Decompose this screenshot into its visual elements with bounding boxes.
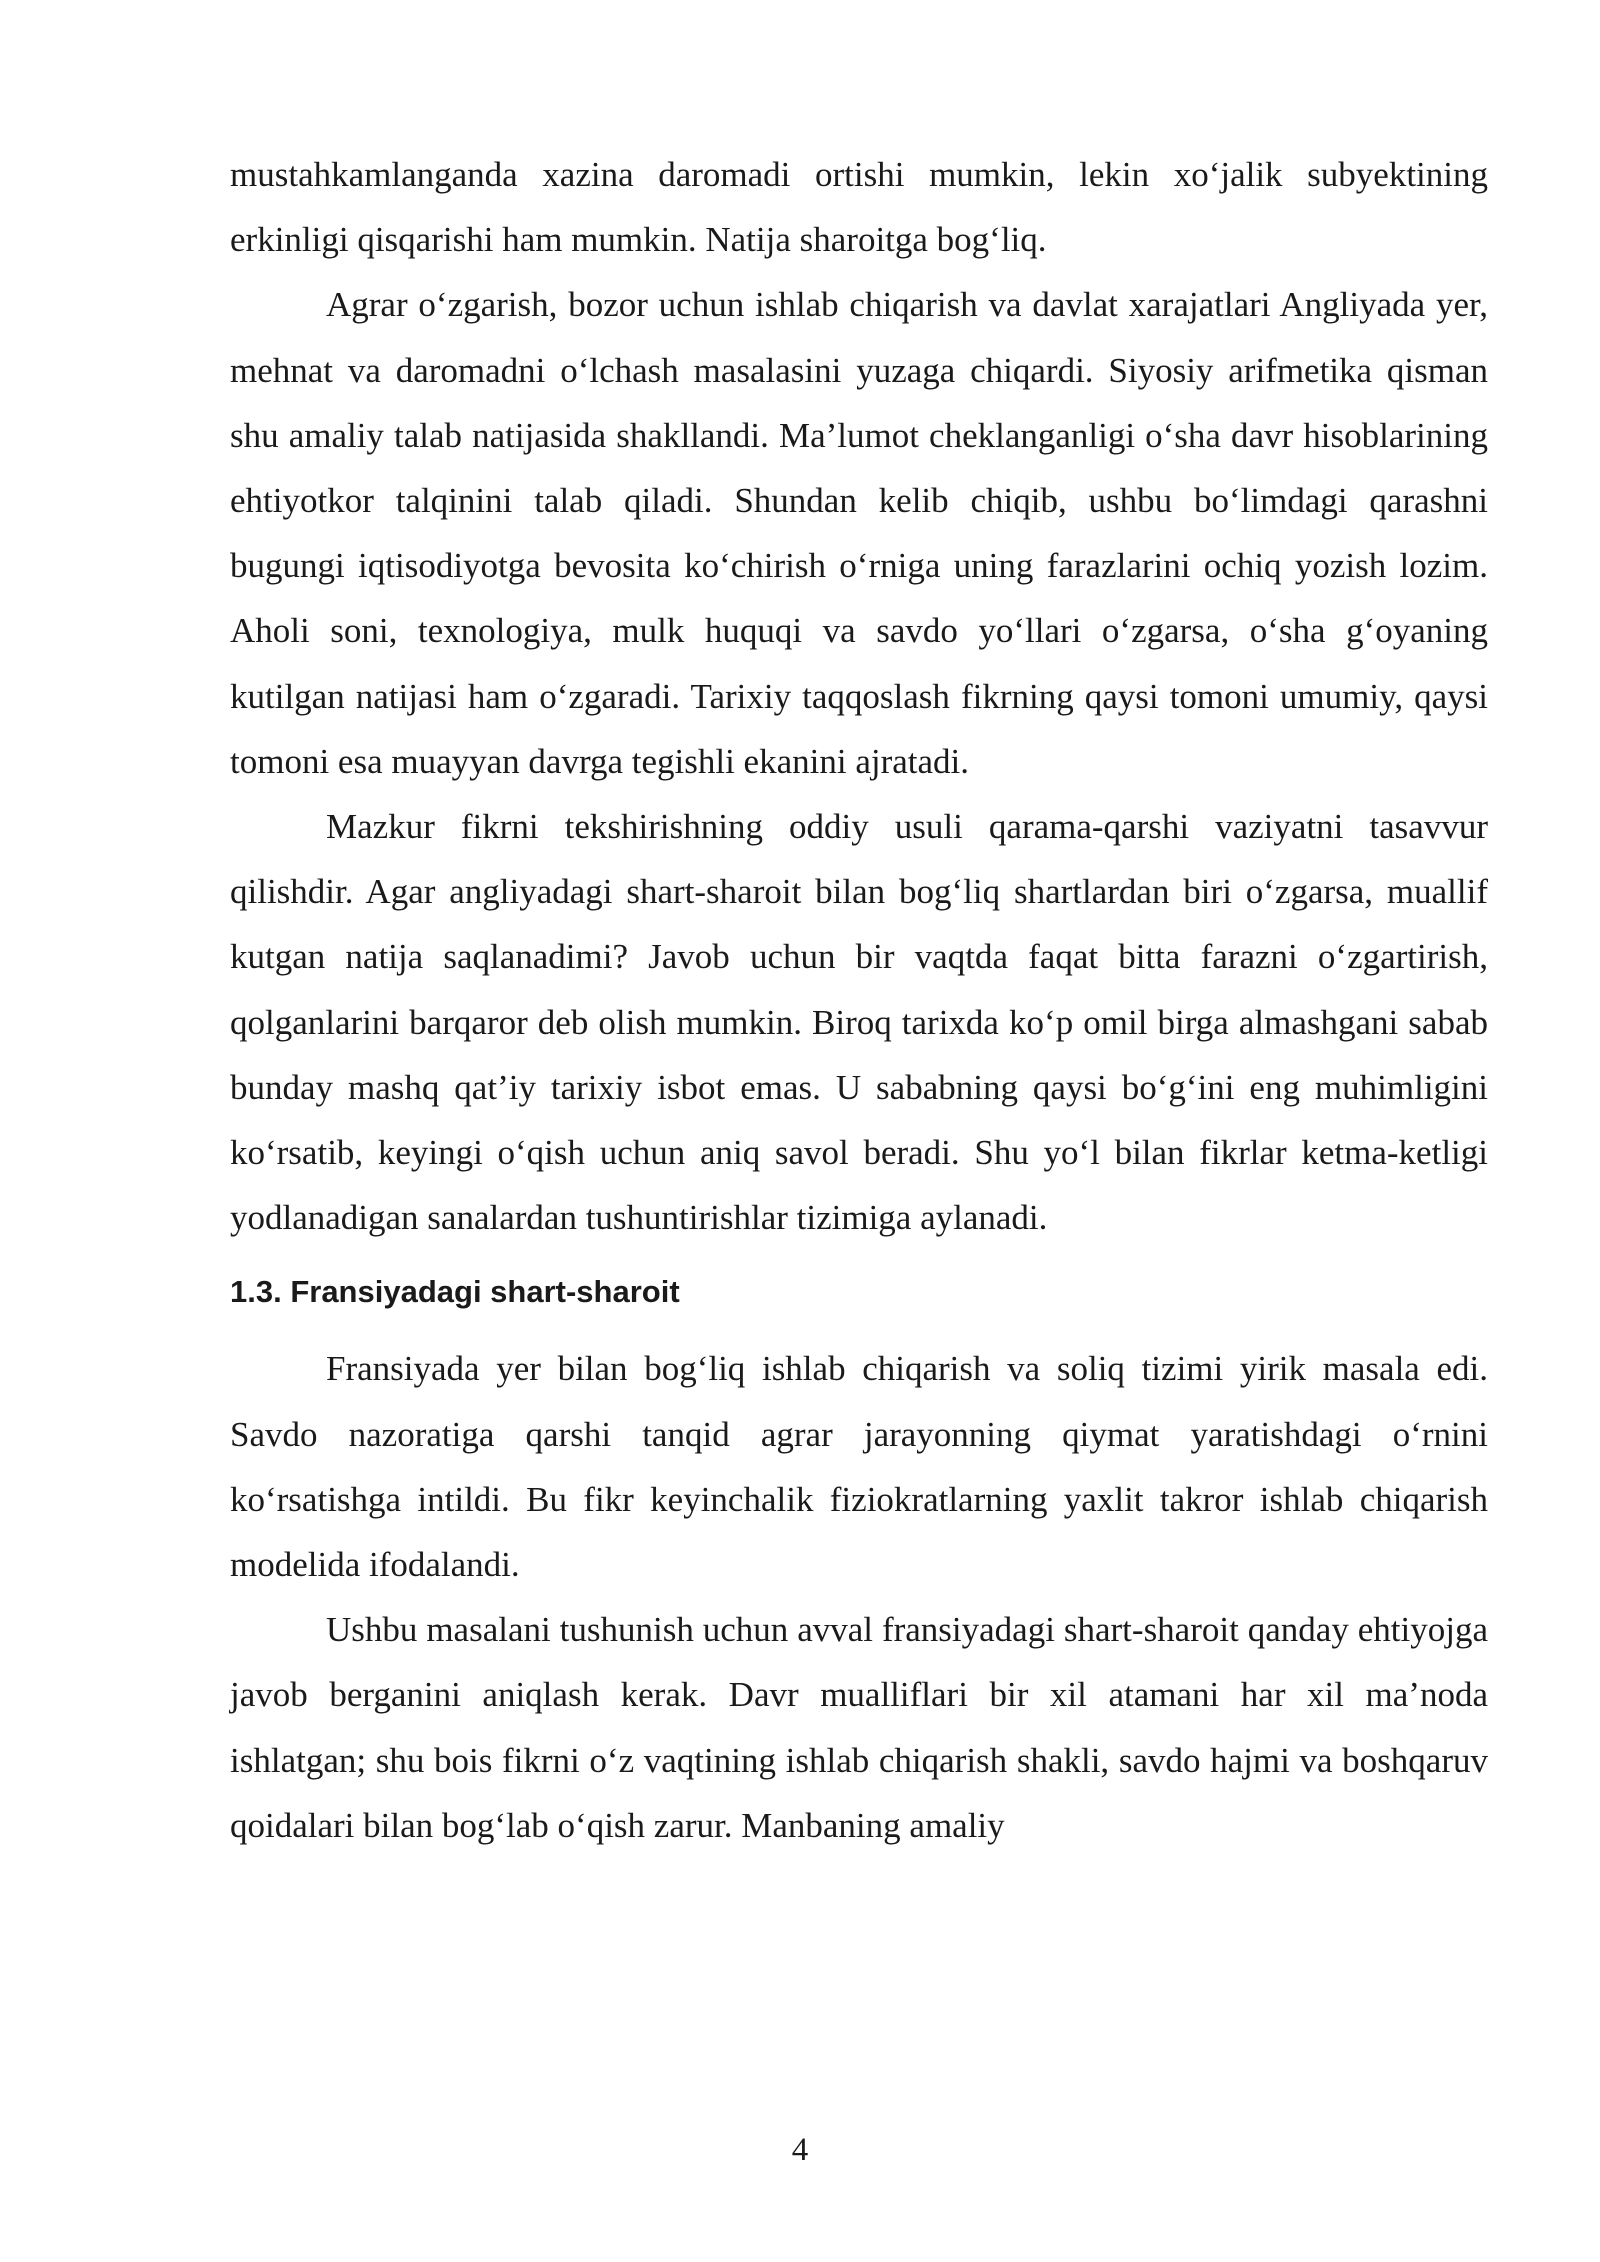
paragraph-continued: mustahkamlanganda xazina daromadi ortishi mumkin, lekin xo‘jalik subyektining erkinligi qisqarishi ham mumkin. Natija sharoitga bog‘liq. bbox=[230, 155, 1488, 260]
paragraph: Mazkur fikrni tekshirishning oddiy usuli qarama-qarshi vaziyatni tasavvur qilishdir. Agar angliyadagi shart-sharoit bilan bog‘liq shartlardan biri o‘zgarsa, muallif kutgan natija saqlanadimi? Javob uchun bir vaqtda faqat bitta farazni o‘zgartirish, qolganlarini barqaror deb olish mumkin. Biroq tarixda ko‘p omil birga almashgani sabab bunday mashq qat’iy tarixiy isbot emas. U sababning qaysi bo‘g‘ini eng muhimligini ko‘rsatib, keyingi o‘qish uchun aniq savol beradi. Shu yo‘l bilan fikrlar ketma-ketligi yodlanadigan sanalardan tushuntirishlar tizimiga aylanadi. bbox=[230, 807, 1488, 1238]
section-heading: 1.3. Fransiyadagi shart-sharoit bbox=[230, 1274, 680, 1310]
paragraph: Agrar o‘zgarish, bozor uchun ishlab chiqarish va davlat xarajatlari Angliyada yer, mehnat va daromadni o‘lchash masalasini yuzaga chiqardi. Siyosiy arifmetika qisman shu amaliy talab natijasida shakllandi. Ma’lumot cheklanganligi o‘sha davr hisoblarining ehtiyotkor talqinini talab qiladi. Shundan kelib chiqib, ushbu bo‘limdagi qarashni bugungi iqtisodiyotga bevosita ko‘chirish o‘rniga uning farazlarini ochiq yozish lozim. Aholi soni, texnologiya, mulk huquqi va savdo yo‘llari o‘zgarsa, o‘sha g‘oyaning kutilgan natijasi ham o‘zgaradi. Tarixiy taqqoslash fikrning qaysi tomoni umumiy, qaysi tomoni esa muayyan davrga tegishli ekanini ajratadi. bbox=[230, 285, 1488, 781]
page-number: 4 bbox=[791, 2132, 809, 2168]
paragraph: Fransiyada yer bilan bog‘liq ishlab chiqarish va soliq tizimi yirik masala edi. Savdo nazoratiga qarshi tanqid agrar jarayonning qiymat yaratishdagi o‘rnini ko‘rsatishga intildi. Bu fikr keyinchalik fiziokratlarning yaxlit takror ishlab chiqarish modelida ifodalandi. bbox=[230, 1349, 1488, 1585]
page-body bbox=[230, 142, 1488, 1858]
paragraph: Ushbu masalani tushunish uchun avval fransiyadagi shart-sharoit qanday ehtiyojga javob berganini aniqlash kerak. Davr mualliflari bir xil atamani har xil ma’noda ishlatgan; shu bois fikrni o‘z vaqtining ishlab chiqarish shakli, savdo hajmi va boshqaruv qoidalari bilan bog‘lab o‘qish zarur. Manbaning amaliy bbox=[230, 1610, 1488, 1845]
